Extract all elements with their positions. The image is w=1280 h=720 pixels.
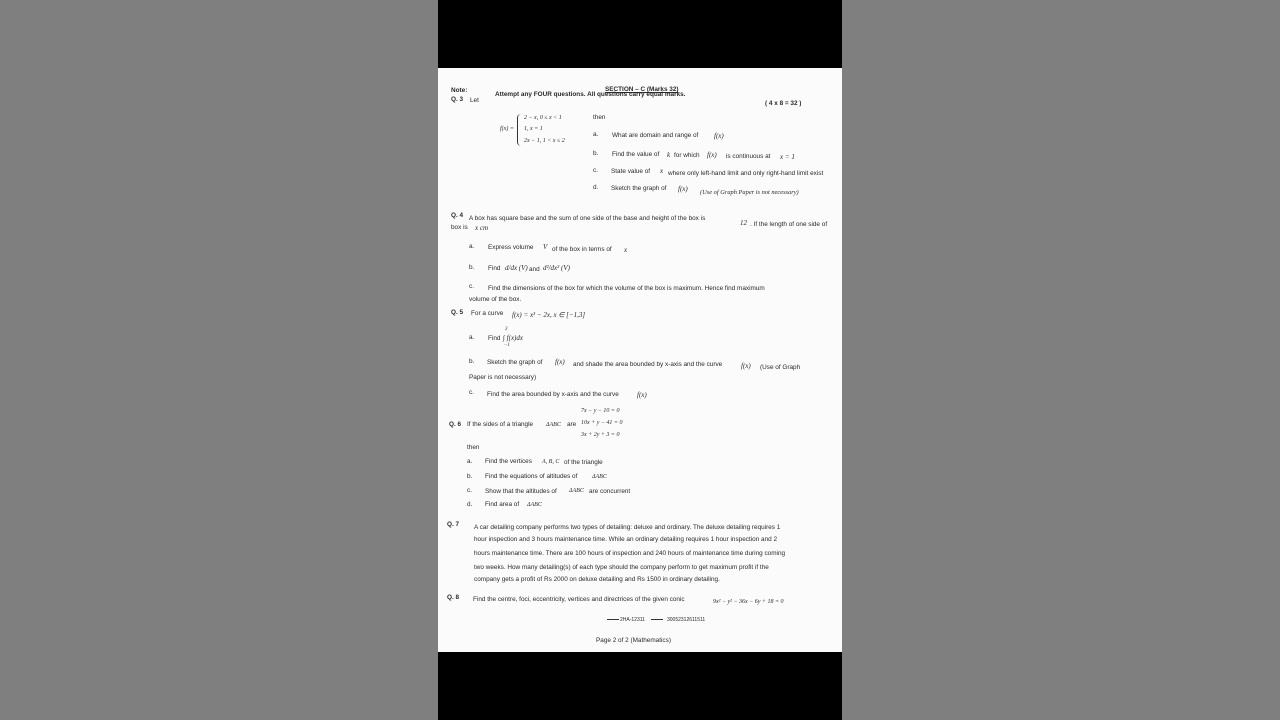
q4-part-c-text2: volume of the box.: [469, 296, 522, 303]
q6-number: Q. 6: [449, 421, 462, 428]
q3-part-d-math: f(x): [678, 185, 688, 193]
q3-part-a-math: f(x): [714, 132, 724, 140]
q4-part-label: b.: [469, 264, 475, 271]
q5-part-a-lower: −1: [504, 343, 510, 348]
q4-part-label: a.: [469, 243, 475, 250]
q3-intro: Let: [470, 97, 479, 104]
q6-triangle: ΔABC: [546, 422, 561, 428]
q4-part-b-math1: d/dx (V): [505, 264, 528, 272]
exam-page: [438, 68, 842, 652]
q6-intro: If the sides of a triangle: [467, 421, 534, 428]
q4-number: Q. 4: [451, 212, 464, 219]
q6-part-label: c.: [467, 487, 472, 494]
q6-part-label: d.: [467, 501, 473, 508]
q3-part-b-text: Find the value of: [612, 151, 660, 158]
q3-part-b-math1: k: [667, 151, 671, 159]
q3-case-1: 2 − x, 0 ≤ x < 1: [524, 115, 562, 121]
q3-function-name: f(x) =: [500, 126, 514, 132]
note-text: Attempt any FOUR questions. All questions carry equal marks.: [495, 91, 686, 98]
footer-rule-left: [607, 619, 619, 620]
q4-part-a-math2: x: [624, 246, 628, 254]
q6-equation-3: 3x + 2y + 3 = 0: [581, 432, 620, 438]
q5-part-c-math: f(x): [637, 391, 647, 399]
q6-part-a-text: Find the vertices: [485, 458, 532, 465]
q3-part-label: b.: [593, 150, 599, 157]
q5-intro: For a curve: [471, 310, 504, 317]
q5-part-a-upper: 3: [505, 327, 508, 332]
q8-number: Q. 8: [447, 594, 460, 601]
q6-are: are: [567, 421, 577, 428]
q4-part-b-text2: and: [529, 266, 540, 273]
q6-part-label: a.: [467, 458, 473, 465]
q3-case-2: 1, x = 1: [524, 126, 543, 132]
q5-part-c-text: Find the area bounded by x-axis and the curve: [487, 391, 619, 398]
q3-part-d-note: (Use of Graph Paper is not necessary): [700, 189, 799, 196]
q4-line1-end: . If the length of one side of: [750, 221, 828, 228]
q7-line: company gets a profit of Rs 2000 on deluxe detailing and Rs 1500 in ordinary detailing.: [474, 576, 720, 583]
q5-curve: f(x) = x³ − 2x, x ∈ [−1,3]: [512, 311, 586, 319]
q5-part-a-text: Find: [488, 335, 501, 342]
q7-line: A car detailing company performs two types of detailing: deluxe and ordinary. The deluxe detailing requires 1: [474, 524, 781, 531]
q7-number: Q. 7: [447, 521, 460, 528]
section-title: SECTION – C (Marks 32): [605, 86, 679, 93]
q4-part-b-math2: d²/dx² (V): [543, 264, 570, 272]
q6-part-label: b.: [467, 473, 473, 480]
q4-line1: A box has square base and the sum of one side of the base and height of the box is: [469, 215, 706, 222]
q4-line2-math: x cm: [475, 224, 489, 232]
q6-part-a-math: A, B, C: [542, 459, 560, 465]
q8-math: 9x² − y² − 36x − 6y + 18 = 0: [713, 599, 784, 605]
q6-equation-1: 7x − y − 10 = 0: [581, 408, 620, 414]
q4-part-a-text: Express volume: [488, 244, 534, 251]
q4-part-label: c.: [469, 283, 474, 290]
footer-code-2: 30052312611511: [667, 617, 706, 623]
q4-part-a-text2: of the box in terms of: [552, 246, 612, 253]
q4-part-c-text: Find the dimensions of the box for which the volume of the box is maximum. Hence find maximum: [488, 285, 765, 292]
q5-part-label: b.: [469, 358, 475, 365]
q6-equation-2: 10x + y − 41 = 0: [581, 420, 623, 426]
q7-line: hour inspection and 3 hours maintenance time. While an ordinary detailing requires 1 hour inspection and 2: [474, 536, 778, 543]
q5-part-b-text3: (Use of Graph: [760, 364, 801, 371]
q6-part-d-math: ΔABC: [527, 502, 542, 508]
q3-part-d-text: Sketch the graph of: [611, 185, 667, 192]
q8-text: Find the centre, foci, eccentricity, vertices and directrices of the given conic: [473, 596, 685, 603]
q3-part-c-math: x: [660, 167, 664, 175]
q5-number: Q. 5: [451, 309, 464, 316]
q5-part-b-math1: f(x): [555, 358, 565, 366]
q5-part-b-math2: f(x): [741, 362, 751, 370]
q6-part-b-math: ΔABC: [592, 474, 607, 480]
q3-part-label: c.: [593, 167, 598, 174]
q5-part-label: c.: [469, 389, 474, 396]
q3-part-b-text2: for which: [674, 152, 700, 159]
q3-part-a-text: What are domain and range of: [612, 132, 699, 139]
q3-case-3: 2x − 1, 1 < x ≤ 2: [524, 138, 565, 144]
footer-rule-right: [651, 619, 663, 620]
q4-part-b-text: Find: [488, 265, 501, 272]
q7-line: hours maintenance time. There are 100 hours of inspection and 240 hours of maintenance time during coming: [474, 550, 786, 557]
q6-then: then: [467, 444, 480, 451]
q5-part-b-text2: and shade the area bounded by x-axis and the curve: [573, 361, 723, 368]
q7-line: two weeks. How many detailing(s) of each type should the company perform to get maximum profit if the: [474, 564, 769, 571]
video-letterbox-top: [438, 0, 842, 68]
marks-total: ( 4 x 8 = 32 ): [765, 100, 802, 107]
video-letterbox-bottom: [438, 652, 842, 720]
q3-part-label: a.: [593, 131, 599, 138]
q3-piecewise-brace: [517, 114, 523, 146]
q4-line2: box is: [451, 224, 468, 231]
q5-part-b-text4: Paper is not necessary): [469, 374, 537, 381]
q6-part-c-text: Show that the altitudes of: [485, 488, 557, 495]
q3-number: Q. 3: [451, 96, 464, 103]
q4-value: 12: [740, 219, 747, 227]
q6-part-c-text2: are concurrent: [589, 488, 631, 495]
q3-part-b-text3: is continuous at: [726, 153, 771, 160]
q6-part-b-text: Find the equations of altitudes of: [485, 473, 578, 480]
q3-then: then: [593, 114, 606, 121]
q5-part-a-math: ∫ f(x)dx: [503, 334, 523, 342]
q5-part-b-text: Sketch the graph of: [487, 359, 543, 366]
page-number: Page 2 of 2 (Mathematics): [596, 637, 671, 644]
q3-part-b-math3: x = 1: [780, 153, 795, 161]
footer-code-1: 2HA-12311: [620, 617, 645, 623]
q3-part-c-text: State value of: [611, 168, 651, 175]
q3-part-c-text2: where only left-hand limit and only right-hand limit exist: [668, 170, 824, 177]
q4-part-a-math1: V: [543, 243, 548, 251]
note-label: Note:: [451, 87, 468, 94]
q3-part-label: d.: [593, 184, 599, 191]
q3-part-b-math2: f(x): [707, 151, 717, 159]
q6-part-c-math: ΔABC: [569, 488, 584, 494]
q5-part-label: a.: [469, 334, 475, 341]
q6-part-a-text2: of the triangle: [564, 459, 603, 466]
q6-part-d-text: Find area of: [485, 501, 520, 508]
